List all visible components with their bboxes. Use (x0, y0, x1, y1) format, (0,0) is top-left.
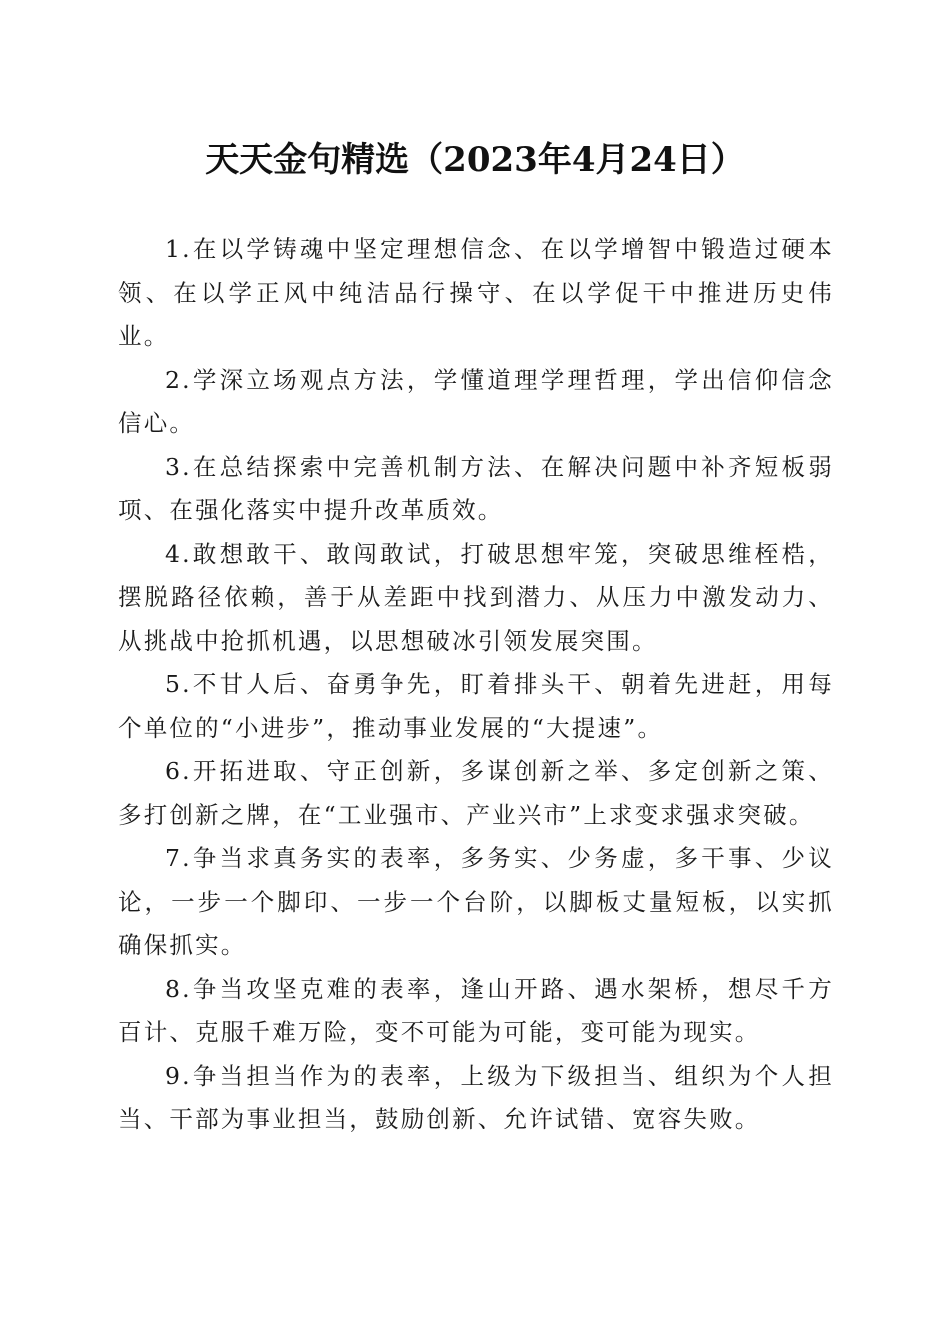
paragraph-8: 8.争当攻坚克难的表率，逢山开路、遇水架桥，想尽千方百计、克服千难万险，变不可能为可能，变可能为现实。 (118, 974, 834, 1046)
paragraph-5: 5.不甘人后、奋勇争先，盯着排头干、朝着先进赶，用每个单位的“小进步”，推动事业发展的“大提速”。 (118, 670, 834, 742)
paragraph-7: 7.争当求真务实的表率，多务实、少务虚，多干事、少议论，一步一个脚印、一步一个台阶，以脚板丈量短板，以实抓确保抓实。 (118, 844, 834, 959)
paragraph-4: 4.敢想敢干、敢闯敢试，打破思想牢笼，突破思维桎梏，摆脱路径依赖，善于从差距中找到潜力、从压力中激发动力、从挑战中抢抓机遇，以思想破冰引领发展突围。 (118, 539, 834, 655)
document-body (118, 228, 834, 1142)
paragraph-1: 1.在以学铸魂中坚定理想信念、在以学增智中锻造过硬本领、在以学正风中纯洁品行操守、在以学促干中推进历史伟业。 (118, 235, 834, 350)
document-title: 天天金句精选（2023年4月24日） (205, 140, 745, 180)
paragraph-2: 2.学深立场观点方法，学懂道理学理哲理，学出信仰信念信心。 (118, 365, 834, 437)
paragraph-6: 6.开拓进取、守正创新，多谋创新之举、多定创新之策、多打创新之牌，在“工业强市、产业兴市”上求变求强求突破。 (118, 757, 834, 829)
paragraph-9: 9.争当担当作为的表率，上级为下级担当、组织为个人担当、干部为事业担当，鼓励创新、允许试错、宽容失败。 (118, 1061, 834, 1133)
paragraph-3: 3.在总结探索中完善机制方法、在解决问题中补齐短板弱项、在强化落实中提升改革质效。 (118, 452, 834, 524)
